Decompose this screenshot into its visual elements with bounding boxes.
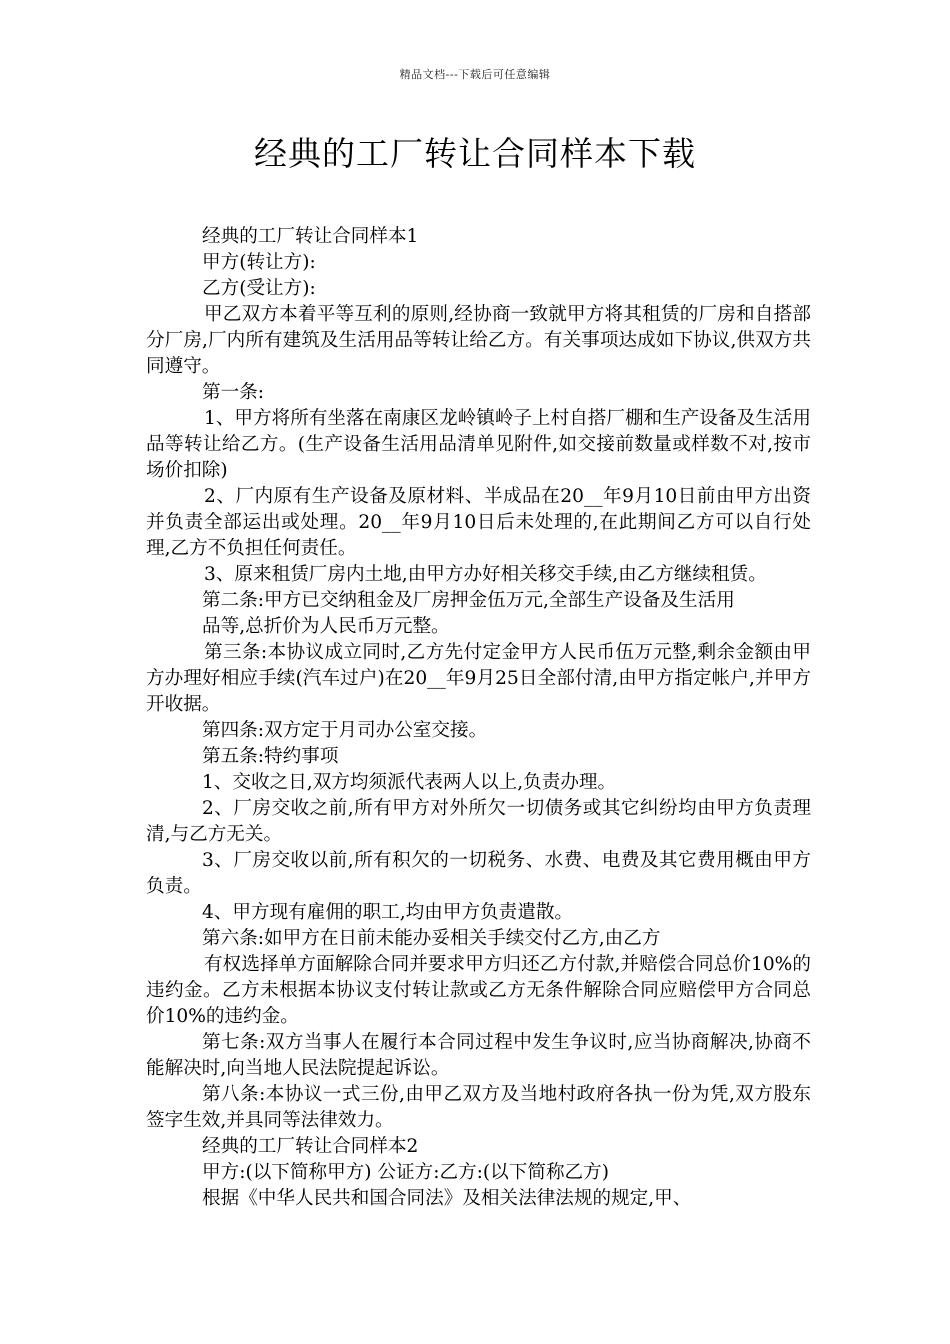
paragraph: 3、原来租赁厂房内土地,由甲方办好相关移交手续,由乙方继续租赁。 <box>204 564 767 585</box>
section-heading: 经典的工厂转让合同样本2 <box>202 1136 419 1157</box>
paragraph: 4、甲方现有雇佣的职工,均由甲方负责遣散。 <box>202 902 574 923</box>
paragraph: 有权选择单方面解除合同并要求甲方归还乙方付款,并赔偿合同总价10%的违约金。乙方未根据本协议支付转让款或乙方无条件解除合同应赔偿甲方合同总价10%的违约金。 <box>146 954 811 1027</box>
paragraph: 1、甲方将所有坐落在南康区龙岭镇岭子上村自搭厂棚和生产设备及生活用品等转让给乙方。(生产设备生活用品清单见附件,如交接前数量或样数不对,按市场价扣除) <box>146 408 811 481</box>
paragraph: 第六条:如甲方在日前未能办妥相关手续交付乙方,由乙方 <box>202 928 661 949</box>
paragraph: 1、交收之日,双方均须派代表两人以上,负责办理。 <box>202 772 617 793</box>
paragraph: 甲乙双方本着平等互利的原则,经协商一致就甲方将其租赁的厂房和自搭部分厂房,厂内所有建筑及生活用品等转让给乙方。有关事项达成如下协议,供双方共同遵守。 <box>146 304 811 377</box>
paragraph: 第三条:本协议成立同时,乙方先付定金甲方人民币伍万元整,剩余金额由甲方办理好相应手续(汽车过户)在20__年9月25日全部付清,由甲方指定帐户,并甲方开收据。 <box>146 642 811 715</box>
section-heading: 经典的工厂转让合同样本1 <box>202 226 419 247</box>
document-body <box>146 224 811 1212</box>
party-a-line: 甲方(转让方): <box>202 252 316 273</box>
document-title: 经典的工厂转让合同样本下载 <box>254 134 696 173</box>
paragraph: 甲方:(以下简称甲方) 公证方:乙方:(以下简称乙方) <box>202 1162 610 1183</box>
paragraph: 3、厂房交收以前,所有积欠的一切税务、水费、电费及其它费用概由甲方负责。 <box>146 850 811 897</box>
paragraph: 根据《中华人民共和国合同法》及相关法律法规的规定,甲、 <box>202 1188 692 1209</box>
paragraph: 2、厂房交收之前,所有甲方对外所欠一切债务或其它纠纷均由甲方负责理清,与乙方无关。 <box>146 798 811 845</box>
paragraph: 第二条:甲方已交纳租金及厂房押金伍万元,全部生产设备及生活用 <box>202 590 735 611</box>
paragraph: 品等,总折价为人民币万元整。 <box>202 616 450 637</box>
article-heading: 第一条: <box>202 382 265 403</box>
party-b-line: 乙方(受让方): <box>202 278 316 299</box>
paragraph: 第四条:双方定于月司办公室交接。 <box>202 720 488 741</box>
paragraph: 第八条:本协议一式三份,由甲乙双方及当地村政府各执一份为凭,双方股东签字生效,并具同等法律效力。 <box>146 1084 811 1131</box>
paragraph: 第七条:双方当事人在履行本合同过程中发生争议时,应当协商解决,协商不能解决时,向当地人民法院提起诉讼。 <box>146 1032 811 1079</box>
header-note: 精品文档---下载后可任意编辑 <box>399 68 551 81</box>
paragraph: 2、厂内原有生产设备及原材料、半成品在20__年9月10日前由甲方出资并负责全部运出或处理。20__年9月10日后未处理的,在此期间乙方可以自行处理,乙方不负担任何责任。 <box>146 486 811 559</box>
paragraph: 第五条:特约事项 <box>202 746 339 767</box>
